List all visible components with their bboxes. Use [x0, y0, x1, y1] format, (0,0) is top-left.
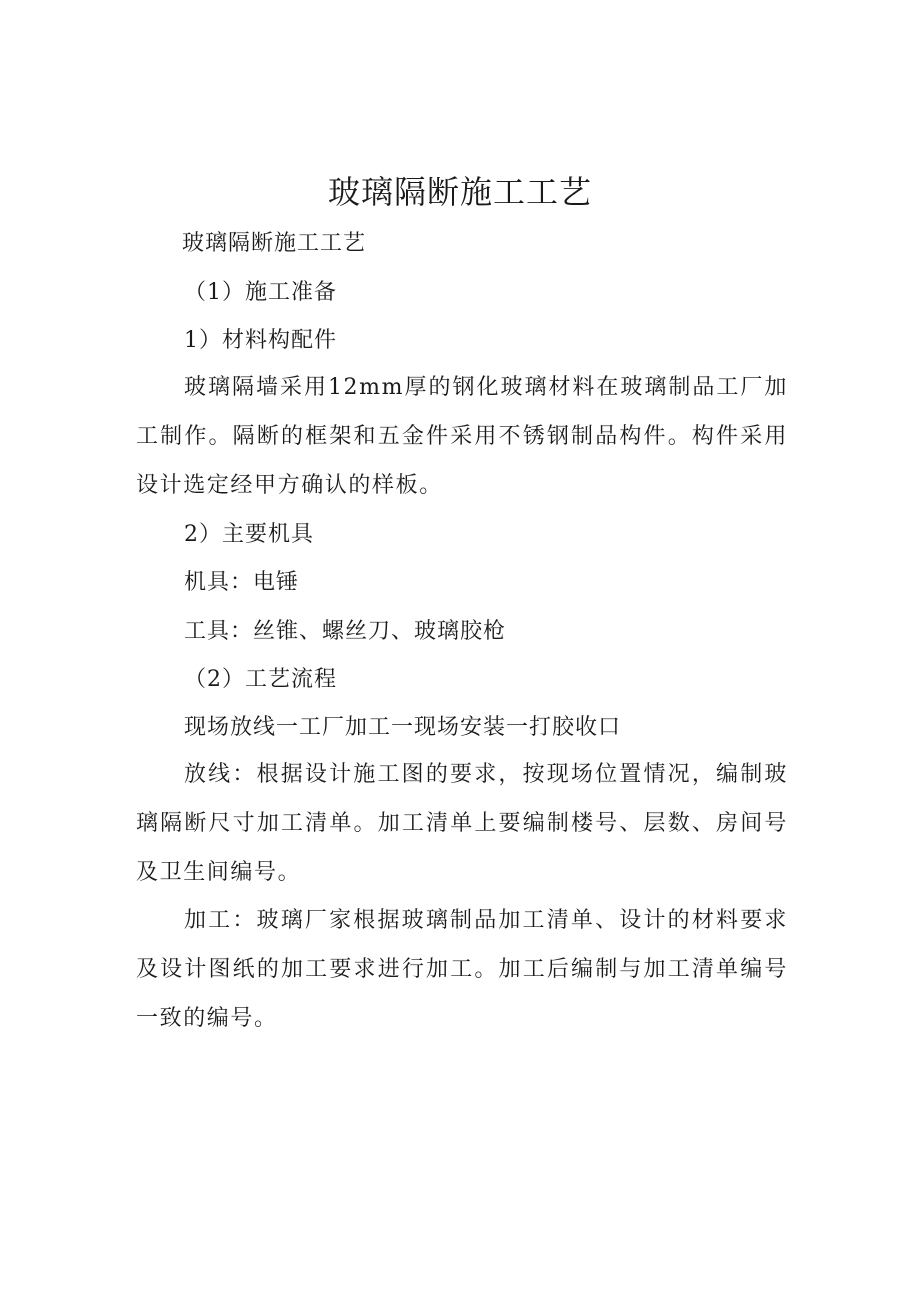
paragraph-materials: 玻璃隔墙采用12mm厚的钢化玻璃材料在玻璃制品工厂加工制作。隔断的框架和五金件采用不锈钢制品构件。构件采用设计选定经甲方确认的样板。: [136, 375, 788, 498]
tools-line-machinery: 机具：电锤: [184, 570, 300, 595]
document-title: 玻璃隔断施工工艺: [327, 173, 592, 211]
subtitle-line: 玻璃隔断施工工艺: [182, 231, 367, 256]
section-heading-process: （2）工艺流程: [184, 667, 337, 692]
paragraph-processing: 加工：玻璃厂家根据玻璃制品加工清单、设计的材料要求及设计图纸的加工要求进行加工。加工后编制与加工清单编号一致的编号。: [136, 908, 788, 1031]
tools-line-hand-tools: 工具：丝锥、螺丝刀、玻璃胶枪: [184, 619, 507, 644]
paragraph-setout: 放线：根据设计施工图的要求，按现场位置情况，编制玻璃隔断尺寸加工清单。加工清单上要编制楼号、层数、房间号及卫生间编号。: [136, 762, 788, 885]
process-flow-line: 现场放线一工厂加工一现场安装一打胶收口: [184, 715, 622, 740]
subsection-heading-tools: 2）主要机具: [184, 522, 314, 547]
section-heading-preparation: （1）施工准备: [184, 280, 337, 305]
subsection-heading-materials: 1）材料构配件: [184, 328, 337, 353]
